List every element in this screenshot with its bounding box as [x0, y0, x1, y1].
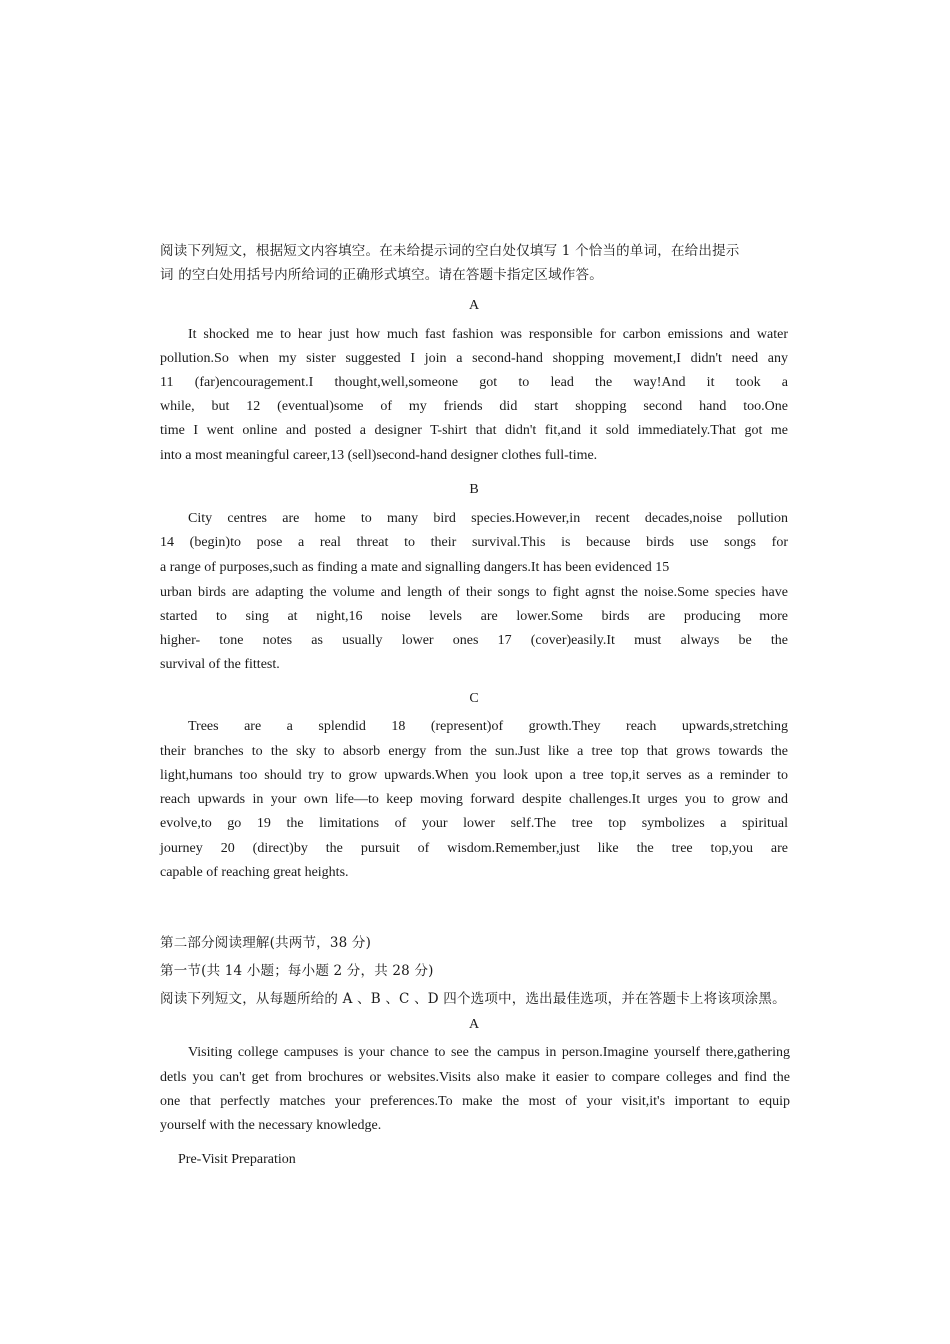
reading-instructions: 阅读下列短文，从每题所给的 A 、B 、C 、D 四个选项中，选出最佳选项，并在答题卡上将该项涂黑。 — [160, 991, 786, 1007]
fill-instructions-line-2: 词 的空白处用括号内所给词的正确形式填空。请在答题卡指定区域作答。 — [160, 267, 603, 283]
reading-a-line: one that perfectly matches your preferences.To make the most of your visit,it's important to equip — [160, 1094, 790, 1109]
part-two-title: 第二部分阅读理解(共两节，38 分) — [160, 935, 372, 951]
passage-b-line: higher- tone notes as usually lower ones 17 (cover)easily.It must always be the — [160, 633, 788, 648]
passage-b-line: a range of purposes,such as finding a mate and signalling dangers.It has been evidenced 15 — [160, 560, 670, 575]
passage-c-line: reach upwards in your own life—to keep moving forward despite challenges.It urges you to grow and — [160, 792, 788, 807]
passage-c-line: light,humans too should try to grow upwards.When you look upon a tree top,it serves as a reminder to — [160, 768, 788, 783]
passage-c-heading: C — [469, 691, 479, 706]
passage-b-line: started to sing at night,16 noise levels are lower.Some birds are producing more — [160, 609, 788, 624]
passage-c-line: capable of reaching great heights. — [160, 865, 349, 880]
passage-a-line: into a most meaningful career,13 (sell)second-hand designer clothes full-time. — [160, 448, 598, 463]
passage-b-line: survival of the fittest. — [160, 657, 280, 672]
passage-a-line: while, but 12 (eventual)some of my friends did start shopping second hand too.One — [160, 399, 788, 414]
reading-a-heading: A — [468, 1017, 480, 1032]
reading-a-line: Visiting college campuses is your chance to see the campus in person.Imagine yourself there,gathering — [188, 1045, 790, 1060]
passage-a-line: pollution.So when my sister suggested I join a second-hand shopping movement,I didn't need any — [160, 351, 788, 366]
passage-c-line: journey 20 (direct)by the pursuit of wisdom.Remember,just like the tree top,you are — [160, 841, 788, 856]
passage-b-line: urban birds are adapting the volume and length of their songs to fight agnst the noise.Some species have — [160, 585, 788, 600]
passage-a-line: 11 (far)encouragement.I thought,well,someone got to lead the way!And it took a — [160, 375, 788, 390]
passage-c-line: their branches to the sky to absorb energy from the sun.Just like a tree top that grows towards the — [160, 744, 788, 759]
passage-c-line: Trees are a splendid 18 (represent)of growth.They reach upwards,stretching — [188, 719, 788, 734]
passage-a-heading: A — [468, 298, 480, 313]
passage-b-heading: B — [469, 482, 479, 497]
pre-visit-preparation-subheading: Pre-Visit Preparation — [178, 1152, 296, 1167]
section-one-title: 第一节(共 14 小题；每小题 2 分，共 28 分) — [160, 963, 434, 979]
reading-a-line: detls you can't get from brochures or websites.Visits also make it easier to compare colleges and find the — [160, 1070, 790, 1085]
passage-c-line: evolve,to go 19 the limitations of your lower self.The tree top symbolizes a spiritual — [160, 816, 788, 831]
fill-instructions-line-1: 阅读下列短文，根据短文内容填空。在未给提示词的空白处仅填写 1 个恰当的单词，在给出提示 — [160, 243, 740, 259]
passage-b-line: City centres are home to many bird species.However,in recent decades,noise pollution — [188, 511, 788, 526]
passage-b-line: 14 (begin)to pose a real threat to their survival.This is because birds use songs for — [160, 535, 788, 550]
passage-a-line: time I went online and posted a designer T-shirt that didn't fit,and it sold immediately.That got me — [160, 423, 788, 438]
passage-a-line: It shocked me to hear just how much fast fashion was responsible for carbon emissions and water — [188, 327, 788, 342]
reading-a-line: yourself with the necessary knowledge. — [160, 1118, 382, 1133]
